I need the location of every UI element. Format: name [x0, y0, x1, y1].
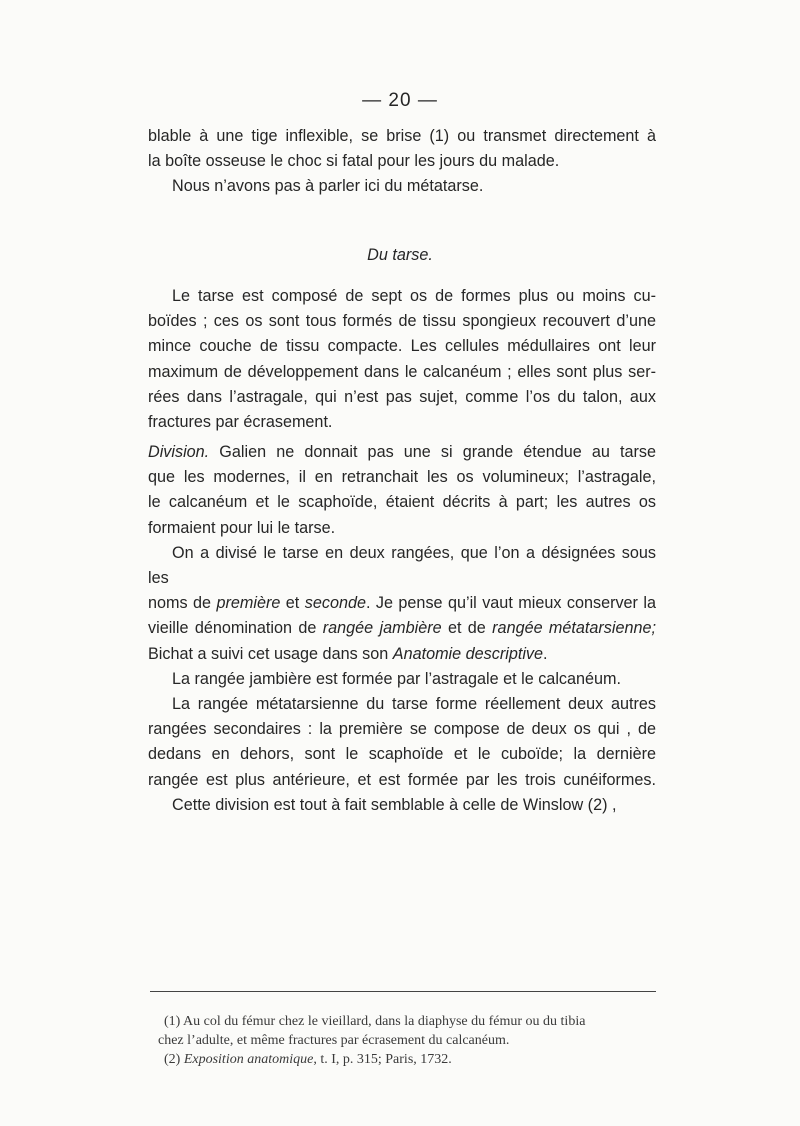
- text-line: le calcanéum et le scaphoïde, étaient décrits à part; les autres os: [148, 493, 656, 512]
- text-line: rées dans l’astragale, qui n’est pas sujet, comme l’os du talon, aux: [148, 387, 656, 406]
- text-line: noms de première et seconde. Je pense qu’il vaut mieux conserver la: [148, 594, 656, 613]
- text-line: Bichat a suivi cet usage dans son Anatomie descriptive.: [148, 644, 548, 663]
- footnote-2: (2) Exposition anatomique, t. I, p. 315; Paris, 1732.: [164, 1052, 452, 1067]
- division-label: Division.: [148, 443, 210, 461]
- section-heading: Du tarse.: [367, 246, 433, 264]
- footnote-divider: [150, 991, 656, 992]
- text-line: La rangée métatarsienne du tarse forme réellement deux autres: [172, 695, 656, 714]
- text-line: La rangée jambière est formée par l’astragale et le calcanéum.: [172, 669, 621, 688]
- top-paragraph: [148, 124, 656, 200]
- text-line: Le tarse est composé de sept os de formes plus ou moins cu-: [172, 287, 656, 305]
- text-line: que les modernes, il en retranchait les os volumineux; l’astragale,: [148, 468, 656, 487]
- text-line: formaient pour lui le tarse.: [148, 518, 336, 537]
- footnotes: [158, 1012, 658, 1069]
- text-line: rangée est plus antérieure, et est formée par les trois cunéiformes.: [148, 770, 656, 789]
- text-line: maximum de développement dans le calcanéum ; elles sont plus ser-: [148, 362, 656, 381]
- text-line: la boîte osseuse le choc si fatal pour les jours du malade.: [148, 152, 560, 171]
- text-line: vieille dénomination de rangée jambière et de rangée métatarsienne;: [148, 619, 657, 638]
- text-line: Division. Galien ne donnait pas une si grande étendue au tarse: [148, 443, 656, 461]
- page-number: — 20 —: [362, 90, 438, 111]
- text-line: Cette division est tout à fait semblable à celle de Winslow (2) ,: [172, 795, 617, 814]
- text-line: dedans en dehors, sont le scaphoïde et le cuboïde; la dernière: [148, 745, 656, 764]
- text-line: Nous n’avons pas à parler ici du métatarse.: [172, 177, 484, 196]
- footnote-1: (1) Au col du fémur chez le vieillard, dans la diaphyse du fémur ou du tibia: [164, 1014, 586, 1029]
- text-line: boïdes ; ces os sont tous formés de tissu spongieux recouvert d’une: [148, 312, 656, 331]
- text-line: mince couche de tissu compacte. Les cellules médullaires ont leur: [148, 337, 656, 356]
- text-line: fractures par écrasement.: [148, 413, 333, 432]
- text-line: On a divisé le tarse en deux rangées, que l’on a désignées sous les: [148, 543, 656, 588]
- paragraph-division: [148, 440, 656, 818]
- text-line: blable à une tige inflexible, se brise (1) ou transmet directement à: [148, 127, 656, 145]
- text-line: rangées secondaires : la première se compose de deux os qui , de: [148, 720, 656, 739]
- footnote-1-cont: chez l’adulte, et même fractures par écrasement du calcanéum.: [158, 1033, 510, 1048]
- paragraph-tarse: [148, 284, 656, 435]
